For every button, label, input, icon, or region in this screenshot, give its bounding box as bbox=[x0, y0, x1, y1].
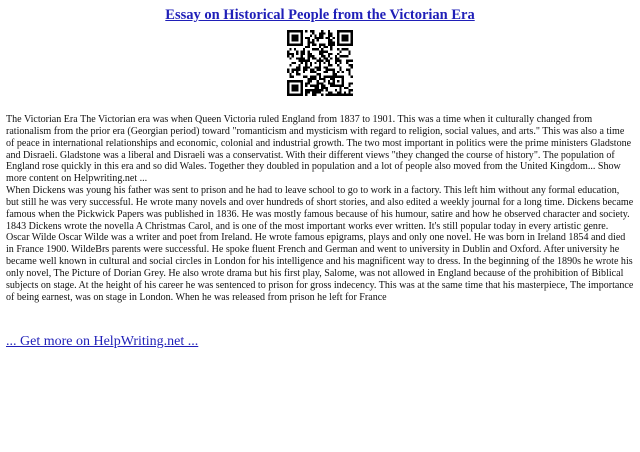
page-title[interactable]: Essay on Historical People from the Victorian Era bbox=[165, 7, 475, 23]
qr-code-icon bbox=[287, 30, 353, 96]
essay-paragraph: The Victorian Era The Victorian era was when Queen Victoria ruled England from 1837 to 1901. This was a time when it culturally changed from rationalism from the prior era (Georgian period) toward "romanticism and mysticism with regard to religion, social values, and arts." This was also a time of peace in international relationships and economic, colonial and industrial growth. The two most important in politics were the prime ministers Gladstone and Disraeli. Gladstone was a liberal and Disraeli was a conservatist. With their different views "they changed the course of history". The population of England rose quickly in this era and so did Wales. Together they doubled in population and a lot of people also moved from the United Kingdom... Show more content on Helpwriting.net ... bbox=[6, 114, 632, 185]
get-more-link[interactable]: ... Get more on HelpWriting.net ... bbox=[6, 334, 199, 349]
essay-body bbox=[6, 114, 634, 304]
essay-paragraph: When Dickens was young his father was sent to prison and he had to leave school to go to work in a factory. This left him without any formal education, but still he was very successful. He wrote many novels and over hundreds of short stories, and also edited a weekly journal for a long time. Dickens became famous when the Pickwick Papers was published in 1836. He was mostly famous because of his humour, satire and how he observed character and society. 1843 Dickens wrote the novella A Christmas Carol, and is one of the most important works ever written. It's still popular today in every artistic genre. Oscar Wilde Oscar Wilde was a writer and poet from Ireland. He wrote famous epigrams, plays and only one novel. He was born in Ireland 1854 and died in France 1900. WildeBrs parents were successful. He spoke fluent French and German and went to university in Dublin and Oxford. After university he became well known in cultural and social circles in London for his intelligence and his magnificent way to dress. In the beginning of the 1890s he wrote his only novel, The Picture of Dorian Grey. He also wrote drama but his first play, Salome, was not allowed in England because of the prohibition of Biblical subjects on stage. At the height of his career he was sentenced to prison for gross indecency. This was at the same time that his masterpiece, The importance of being earnest, was on stage in London. When he was released from prison he left for France bbox=[6, 185, 634, 303]
